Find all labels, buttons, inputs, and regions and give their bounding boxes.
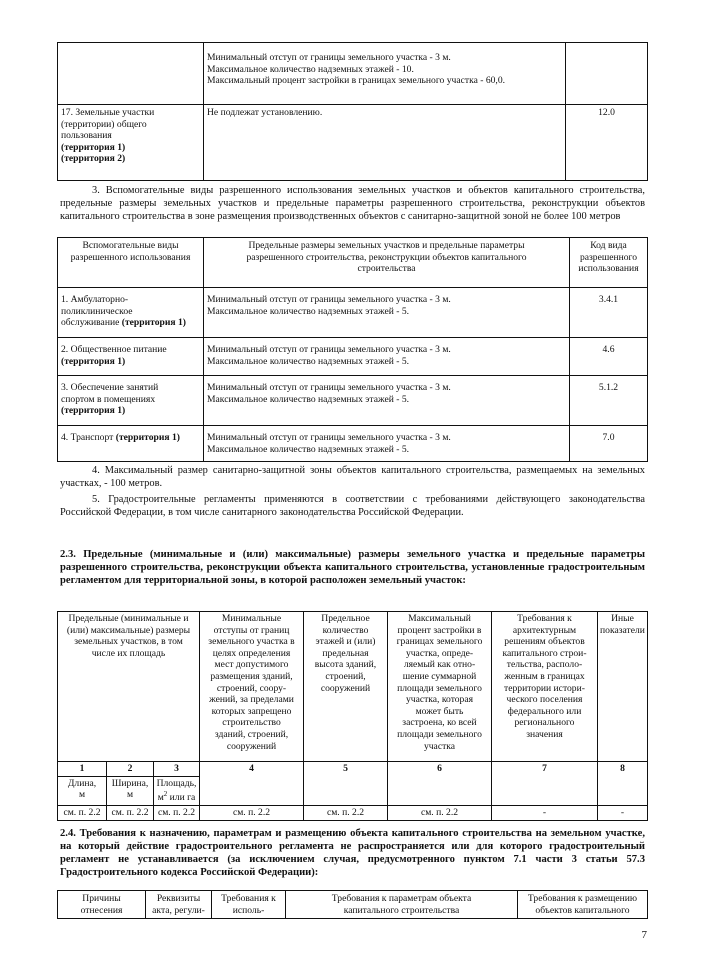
- header-floors: Предельное количество этажей и (или) предельная высота зданий, строений, сооружений: [304, 612, 388, 762]
- section-heading-2-4: 2.4. Требования к назначению, параметрам и размещению объекта капитального строительства на земельном участке, на который действие градостроительного регламента не распространяется или для которого градостроительный регламент не устанавливается (за исключением случая, предусмотренного пунктом 7.1 части 3 статьи 57.3 Градостроительного кодекса Российской Федерации):: [60, 828, 645, 878]
- column-number: 1: [58, 762, 107, 777]
- header-architecture: Требования к архитектурным решениям объектов капитального строи- тельства, располо- женным в границах территории истори- ческого поселения федерального или регионального значения: [492, 612, 598, 762]
- table-row: [58, 376, 648, 426]
- table-row: [58, 105, 648, 181]
- use-type-cell: 4. Транспорт (территория 1): [58, 426, 204, 462]
- header-reasons: Причины отнесения: [58, 891, 146, 919]
- use-type-cell: 3. Обеспечение занятий спортом в помещениях (территория 1): [58, 376, 204, 426]
- column-number: 6: [388, 762, 492, 806]
- code-cell: 12.0: [566, 105, 648, 181]
- params-cell: Минимальный отступ от границы земельного участка - 3 м. Максимальное количество надземных этажей - 5.: [204, 376, 570, 426]
- header-aux-code: Код вида разрешенного использования: [570, 238, 648, 288]
- value-cell: см. п. 2.2: [58, 805, 107, 820]
- paragraph-5: 5. Градостроительные регламенты применяются в соответствии с требованиями действующего законодательства Российской Федерации, в том числе санитарного законодательства Российской Федерации.: [60, 494, 645, 518]
- code-cell: 7.0: [570, 426, 648, 462]
- use-type-cell: 17. Земельные участки (территории) общего пользования (территория 1) (территория 2): [58, 105, 204, 181]
- table-row: [58, 805, 648, 820]
- paragraph-4: 4. Максимальный размер санитарно-защитной зоны объектов капитального строительства, размещаемых на земельных участках, - 100 метров.: [60, 465, 645, 489]
- column-number: 3: [154, 762, 200, 777]
- value-cell: см. п. 2.2: [304, 805, 388, 820]
- column-number: 7: [492, 762, 598, 806]
- table-row: [58, 288, 648, 338]
- value-cell: см. п. 2.2: [107, 805, 154, 820]
- use-type-cell: 2. Общественное питание (территория 1): [58, 338, 204, 376]
- header-min-setbacks: Минимальные отступы от границ земельного участка в целях определения мест допустимого размещения зданий, строений, соору- жений, за пределами которых запрещено строительство зданий, строений, сооружений: [200, 612, 304, 762]
- value-cell: -: [492, 805, 598, 820]
- code-cell: 4.6: [570, 338, 648, 376]
- value-cell: -: [598, 805, 648, 820]
- header-param-requirements: Требования к параметрам объекта капитального строительства: [286, 891, 518, 919]
- header-placement-requirements: Требования к размещению объектов капитального: [518, 891, 648, 919]
- header-aux-use: Вспомогательные виды разрешенного использования: [58, 238, 204, 288]
- table-row: [58, 762, 648, 777]
- table-header-row: [58, 238, 648, 288]
- length-label: Длина, м: [58, 776, 107, 805]
- value-cell: см. п. 2.2: [388, 805, 492, 820]
- header-act-details: Реквизиты акта, регули-: [146, 891, 212, 919]
- value-cell: см. п. 2.2: [154, 805, 200, 820]
- paragraph-3: 3. Вспомогательные виды разрешенного использования земельных участков и объектов капитального строительства, предельные размеры земельных участков и предельные параметры разрешенного строительства, реконструкции объектов капитального строительства в зоне размещения производственных объектов с санитарно-защитной зоной не более 100 метров: [60, 185, 645, 222]
- value-cell: см. п. 2.2: [200, 805, 304, 820]
- code-cell: 5.1.2: [570, 376, 648, 426]
- params-cell: Минимальный отступ от границы земельного участка - 3 м. Максимальное количество надземных этажей - 5.: [204, 288, 570, 338]
- use-type-cell: 1. Амбулаторно- поликлиническое обслуживание (территория 1): [58, 288, 204, 338]
- page-number: 7: [641, 929, 647, 941]
- column-number: 8: [598, 762, 648, 806]
- width-label: Ширина, м: [107, 776, 154, 805]
- area-label: Площадь, $м^2$ или га: [154, 776, 200, 805]
- table-row: [58, 338, 648, 376]
- table-row: [58, 426, 648, 462]
- params-cell: Минимальный отступ от границы земельного участка - 3 м. Максимальное количество надземных этажей - 5.: [204, 338, 570, 376]
- header-plot-sizes: Предельные (минимальные и (или) максимальные) размеры земельных участков, в том числе их площадь: [58, 612, 200, 762]
- table-header-row: [58, 891, 648, 919]
- params-cell: Минимальный отступ от границы земельного участка - 3 м. Максимальное количество надземных этажей - 5.: [204, 426, 570, 462]
- params-cell: Минимальный отступ от границы земельного участка - 3 м. Максимальное количество надземных этажей - 10. Максимальный процент застройки в границах земельного участка - 60,0.: [204, 43, 566, 105]
- table-header-row: [58, 612, 648, 762]
- header-max-coverage: Максимальный процент застройки в границах земельного участка, опреде- ляемый как отно- шение суммарной площади земельного участка, которая может быть застроена, ко всей площади земельного участка: [388, 612, 492, 762]
- zone-regulations-table-top: [57, 42, 648, 181]
- code-cell: 3.4.1: [570, 288, 648, 338]
- column-number: 2: [107, 762, 154, 777]
- header-aux-params: Предельные размеры земельных участков и предельные параметры разрешенного строительства, реконструкции объектов капитального строительства: [204, 238, 570, 288]
- header-use-requirements: Требования к исполь-: [212, 891, 286, 919]
- requirements-table: [57, 890, 648, 919]
- auxiliary-uses-table: [57, 237, 648, 462]
- table-row: [58, 43, 648, 105]
- column-number: 4: [200, 762, 304, 806]
- limits-table: [57, 611, 648, 821]
- params-cell: Не подлежат установлению.: [204, 105, 566, 181]
- header-other: Иные показатели: [598, 612, 648, 762]
- section-heading-2-3: 2.3. Предельные (минимальные и (или) максимальные) размеры земельного участка и предельные параметры разрешенного строительства, реконструкции объекта капитального строительства, установленные градостроительным регламентом для территориальной зоны, в которой расположен земельный участок:: [60, 549, 645, 586]
- column-number: 5: [304, 762, 388, 806]
